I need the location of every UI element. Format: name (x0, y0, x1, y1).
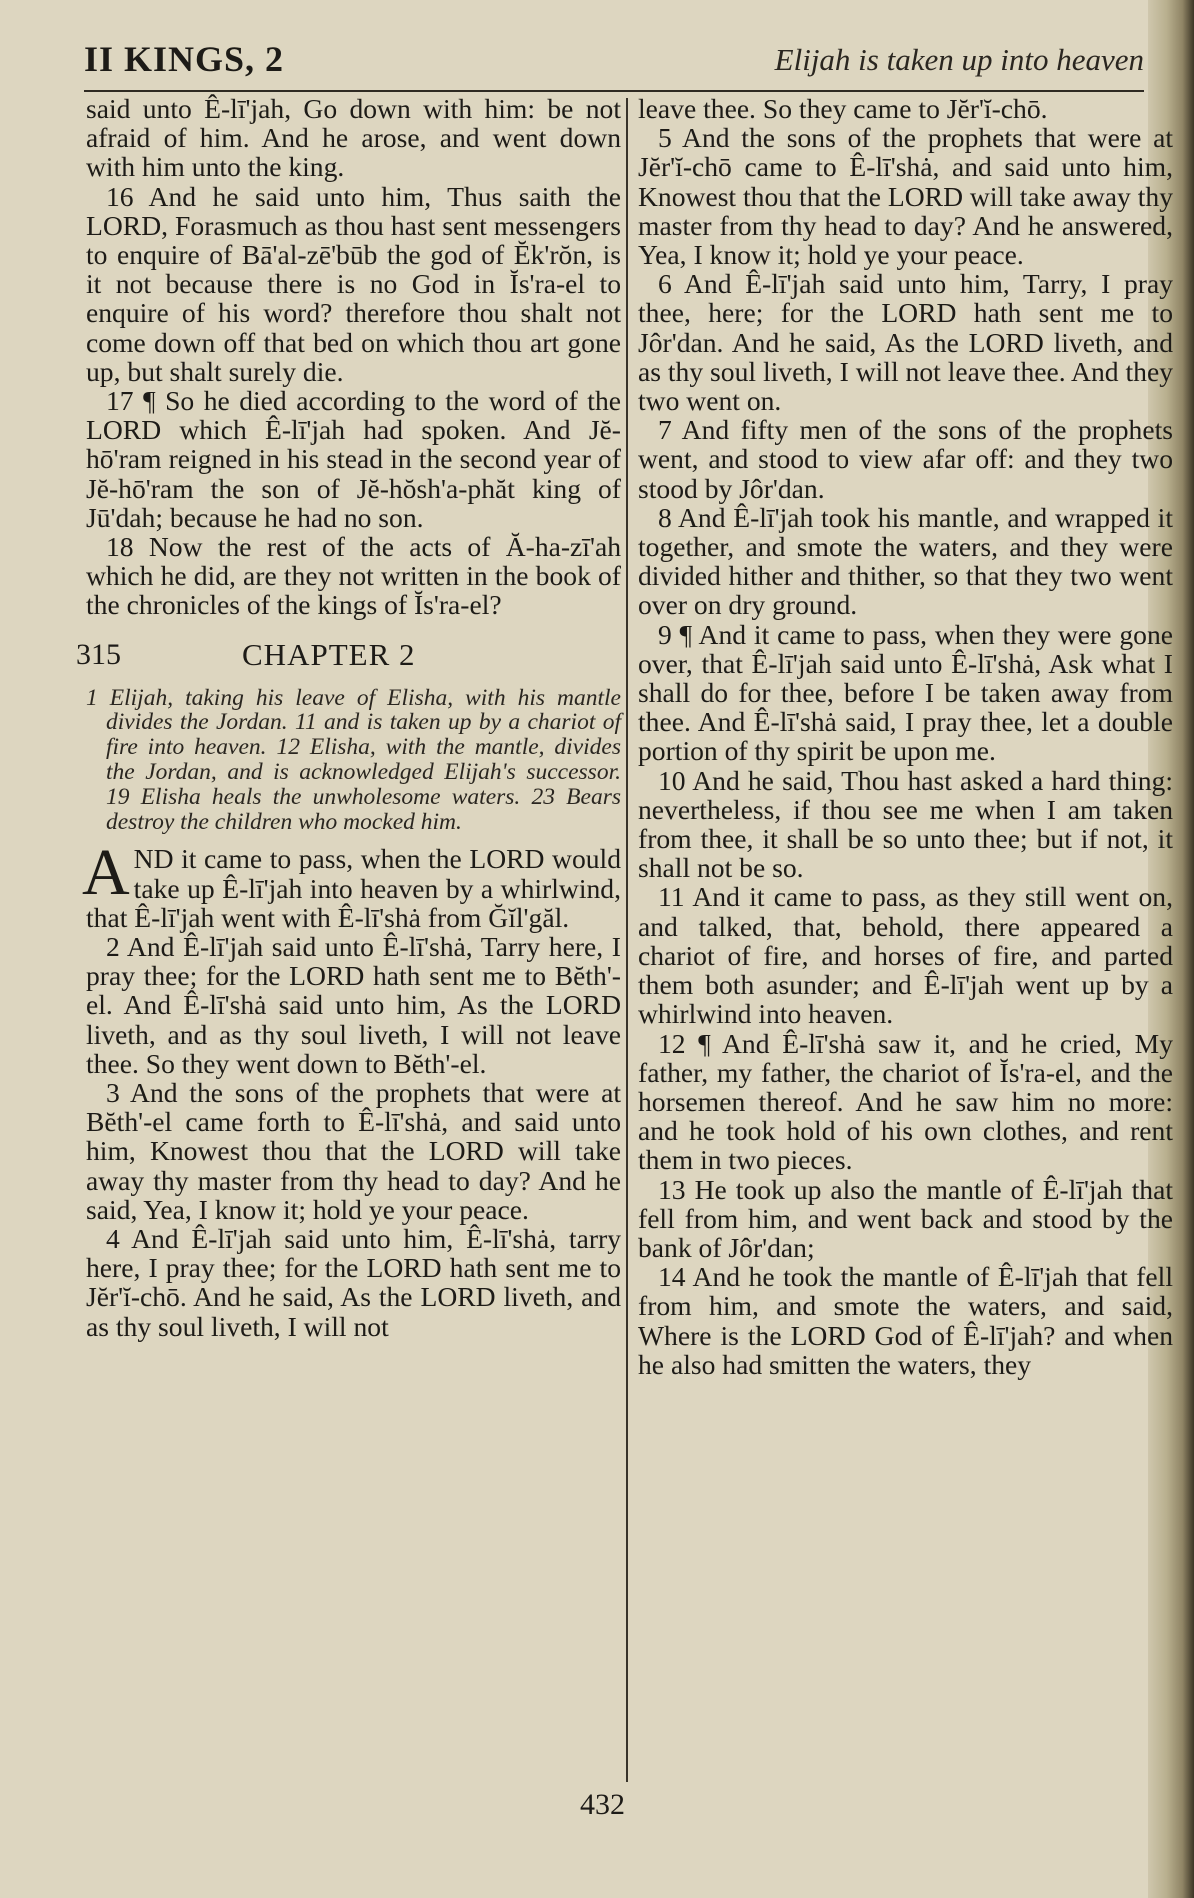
verse-2: 2 And Ê-lī'jah said unto Ê-lī'shȧ, Tarry here, I pray thee; for the LORD hath sent me to Bĕth'-el. And Ê-lī'shȧ said unto him, As the LORD liveth, and as thy soul liveth, I will not leave thee. So they went down to Bĕth'-el. (86, 931, 621, 1079)
book-chapter-heading: II KINGS, 2 (84, 39, 285, 79)
verse-12: 12 ¶ And Ê-lī'shȧ saw it, and he cried, My father, my father, the chariot of Ĭs'ra-el, and the horsemen thereof. And he saw him no more: and he took hold of his own clothes, and rent them in two pieces. (638, 1027, 1173, 1176)
chapter-reference-number: 315 (76, 637, 121, 671)
verse-3: 3 And the sons of the prophets that were at Bĕth'-el came forth to Ê-lī'shȧ, and said unto him, Knowest thou that the LORD will take away thy master from thy head to day? And he said, Yea, I know it; hold ye your peace. (86, 1077, 621, 1225)
verse-5: 5 And the sons of the prophets that were at Jĕr'ĭ-chō came to Ê-lī'shȧ, and said unto him, Knowest thou that the LORD will take away thy master from thy head to day? And he answered, Yea, I know it; hold ye your peace. (638, 122, 1173, 271)
header-rule (84, 90, 1144, 92)
verse-18: 18 Now the rest of the acts of Ă-ha-zī'ah which he did, are they not written in the book of the chronicles of the kings of Ĭs'ra-el? (86, 531, 621, 621)
running-header (84, 38, 1144, 86)
verse-11: 11 And it came to pass, as they still went on, and talked, that, behold, there appeared a chariot of fire, and horses of fire, and parted them both asunder; and Ê-lī'jah went up by a whirlwind into heaven. (638, 881, 1173, 1030)
drop-cap: A (82, 836, 130, 910)
verse-1-text: ND it came to pass, when the LORD would take up Ê-lī'jah into heaven by a whirlwind, that Ê-lī'jah went with Ê-lī'shȧ from Ğĭl'găl. (86, 843, 621, 933)
verse-10: 10 And he said, Thou hast asked a hard thing: nevertheless, if thou see me when I am taken from thee, it shall be so unto thee; but if not, it shall not be so. (638, 764, 1173, 884)
verse-17: 17 ¶ So he died according to the word of the LORD which Ê-lī'jah had spoken. And Jĕ-hō'ram reigned in his stead in the second year of Jĕ-hō'ram the son of Jĕ-hŏsh'a-phăt king of Jū'dah; because he had no son. (86, 385, 621, 533)
left-column (76, 93, 621, 1784)
verse-continuation: leave thee. So they came to Jĕr'ĭ-chō. (638, 93, 1048, 124)
column-divider (626, 98, 628, 1782)
verse-7: 7 And fifty men of the sons of the prophets went, and stood to view afar off: and they two stood by Jôr'dan. (638, 414, 1173, 504)
verse-16: 16 And he said unto him, Thus saith the LORD, Forasmuch as thou hast sent messengers to enquire of Bā'al-zē'būb the god of Ĕk'rŏn, is it not because there is no God in Ĭs'ra-el to enquire of his word? therefore thou shalt not come down off that bed on which thou art gone up, but shalt surely die. (86, 180, 621, 387)
verse-8: 8 And Ê-lī'jah took his mantle, and wrapped it together, and smote the waters, and they were divided hither and thither, so that they two went over on dry ground. (638, 501, 1173, 621)
verse-14: 14 And he took the mantle of Ê-lī'jah that fell from him, and smote the waters, and said, Where is the LORD God of Ê-lī'jah? and when he also had smitten the waters, they (638, 1261, 1173, 1380)
verse-9: 9 ¶ And it came to pass, when they were gone over, that Ê-lī'jah said unto Ê-lī'shȧ, Ask what I shall do for thee, before I be taken away from thee. And Ê-lī'shȧ said, I pray thee, let a double portion of thy spirit be upon me. (638, 618, 1173, 767)
verse-13: 13 He took up also the mantle of Ê-lī'jah that fell from him, and went back and stood by the bank of Jôr'dan; (638, 1173, 1173, 1263)
page-number: 432 (580, 1788, 625, 1821)
verse-continuation: said unto Ê-lī'jah, Go down with him: be not afraid of him. And he arose, and went down with him unto the king. (86, 93, 621, 183)
chapter-heading (76, 632, 621, 680)
verse-1 (82, 836, 621, 933)
chapter-summary: 1 Elijah, taking his leave of Elisha, with his mantle divides the Jordan. 11 and is taken up by a chariot of fire into heaven. 12 Elisha, with the mantle, divides the Jordan, and is acknowledged Elijah's successor. 19 Elisha heals the unwholesome waters. 23 Bears destroy the children who mocked him. (86, 684, 621, 835)
right-column (638, 94, 1173, 1784)
running-title: Elijah is taken up into heaven (774, 42, 1144, 77)
verse-6: 6 And Ê-lī'jah said unto him, Tarry, I pray thee, here; for the LORD hath sent me to Jôr'dan. And he said, As the LORD liveth, and as thy soul liveth, I will not leave thee. And they two went on. (638, 268, 1173, 417)
verse-4: 4 And Ê-lī'jah said unto him, Ê-lī'shȧ, tarry here, I pray thee; for the LORD hath sent me to Jĕr'ĭ-chō. And he said, As the LORD liveth, and as thy soul liveth, I will not (86, 1223, 621, 1342)
chapter-title: CHAPTER 2 (242, 636, 416, 672)
